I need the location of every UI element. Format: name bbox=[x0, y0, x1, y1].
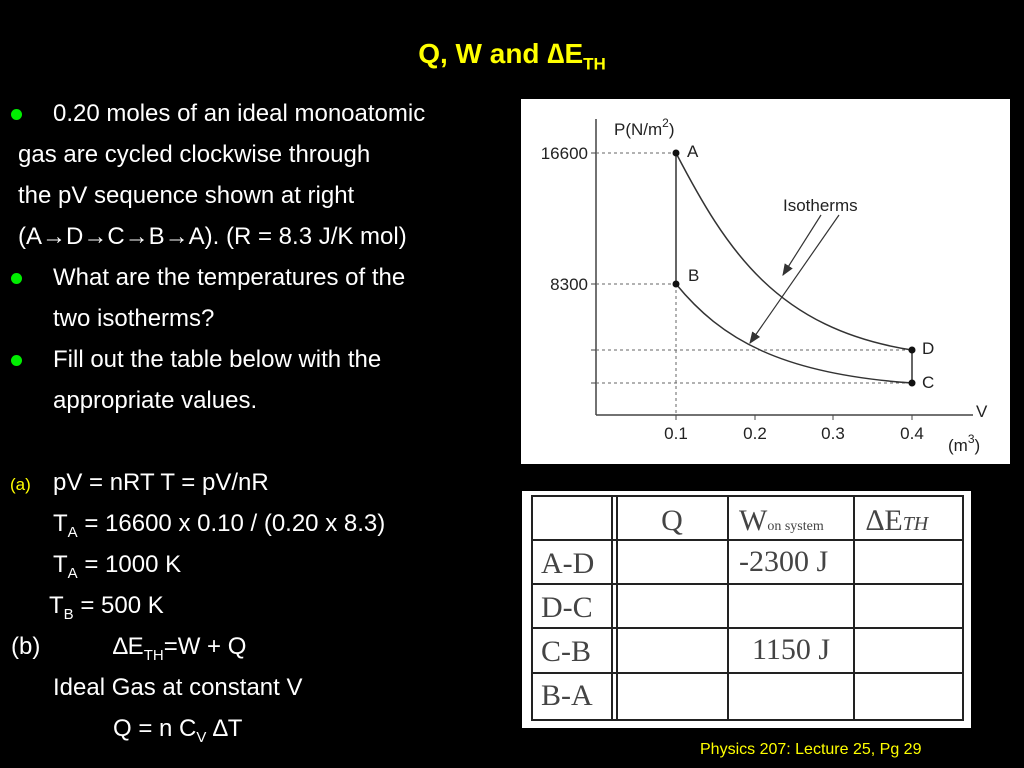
pv-diagram-svg bbox=[521, 99, 1010, 464]
point-label-c: C bbox=[922, 373, 935, 392]
bullet-dot bbox=[11, 109, 22, 120]
row-label: B-A bbox=[541, 679, 593, 712]
part-a-label: (a) bbox=[10, 475, 31, 494]
ideal-gas-equation: pV = nRT T = pV/nR bbox=[53, 469, 269, 496]
point-label-d: D bbox=[922, 339, 935, 358]
bullet-text: 0.20 moles of an ideal monoatomic bbox=[53, 100, 426, 127]
bullet-text: two isotherms? bbox=[53, 305, 215, 332]
y-axis-label: $P(N/m^2)$ bbox=[614, 116, 675, 139]
point-d bbox=[909, 347, 916, 354]
slide-title: Q, W and $\Delta E_{TH}$ bbox=[418, 38, 606, 74]
first-law-equation: $\Delta E_{TH}=W + Q$ bbox=[113, 633, 247, 664]
bullet-text: the pV sequence shown at right bbox=[18, 182, 355, 209]
bullet-text: gas are cycled clockwise through bbox=[18, 141, 371, 168]
header-w: Won system bbox=[739, 504, 824, 537]
isotherm-low bbox=[676, 284, 912, 383]
bullet-text: appropriate values. bbox=[53, 387, 258, 414]
x-tick-label: 0.3 bbox=[821, 424, 845, 443]
bullet-dot bbox=[11, 273, 22, 284]
x-tick-label: 0.1 bbox=[664, 424, 688, 443]
bullet-text: (A→D→C→B→A). (R = 8.3 J/K mol) bbox=[18, 223, 407, 250]
footer-text: Physics 207: Lecture 25, Pg 29 bbox=[700, 741, 922, 758]
row-label: D-C bbox=[541, 591, 593, 624]
y-tick-label: 16600 bbox=[540, 144, 588, 163]
cell-w-cb: 1150 J bbox=[752, 633, 831, 666]
heat-equation: Q = n $C_V$ ∆T bbox=[113, 715, 243, 746]
bullet-text: Fill out the table below with the bbox=[53, 346, 382, 373]
temp-a-result: $T_A = 1000$ K bbox=[53, 551, 182, 582]
energy-table bbox=[522, 491, 971, 728]
guide-lines bbox=[596, 153, 912, 415]
ideal-gas-note: Ideal Gas at constant V bbox=[53, 674, 303, 701]
point-label-b: B bbox=[688, 266, 700, 285]
y-tick-label: 8300 bbox=[550, 275, 588, 294]
isotherms-annotation: Isotherms bbox=[783, 196, 858, 215]
pv-diagram bbox=[521, 99, 1010, 464]
header-q: Q bbox=[661, 504, 683, 537]
x-tick-label: 0.2 bbox=[743, 424, 767, 443]
energy-table-svg bbox=[522, 491, 971, 728]
cell-w-ad: -2300 J bbox=[739, 545, 829, 578]
bullet-dot bbox=[11, 355, 22, 366]
x-tick-label: 0.4 bbox=[900, 424, 924, 443]
point-c bbox=[909, 380, 916, 387]
row-label: A-D bbox=[541, 547, 595, 580]
x-axis-label: V bbox=[976, 402, 988, 421]
part-b-label: (b) bbox=[11, 633, 41, 660]
x-axis-unit: $(m^3)$ bbox=[948, 432, 981, 455]
point-b bbox=[673, 281, 680, 288]
temp-a-calc: $T_A = 16600$ x 0.10 / (0.20 x 8.3) bbox=[53, 510, 386, 541]
header-delta-e: ∆ETH bbox=[866, 504, 929, 537]
point-a bbox=[673, 150, 680, 157]
point-label-a: A bbox=[687, 142, 699, 161]
bullet-text: What are the temperatures of the bbox=[53, 264, 406, 291]
row-label: C-B bbox=[541, 635, 592, 668]
temp-b-result: $T_B = 500$ K bbox=[49, 592, 164, 623]
